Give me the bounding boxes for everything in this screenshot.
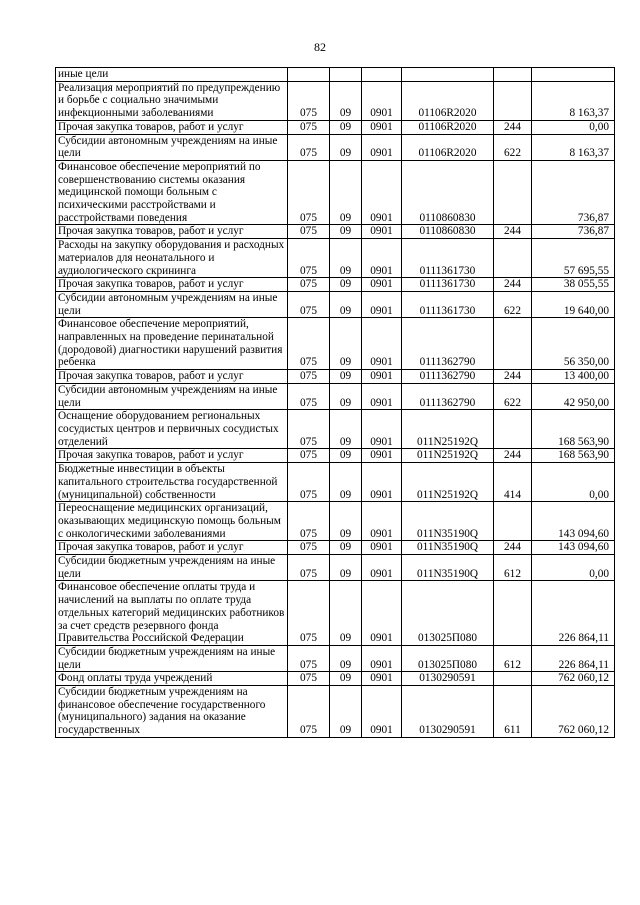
cell-pr: 0901 — [362, 541, 402, 555]
cell-sum: 38 055,55 — [532, 278, 615, 292]
table-row — [56, 410, 615, 449]
cell-pr: 0901 — [362, 318, 402, 370]
cell-ved — [288, 68, 330, 82]
cell-vr: 244 — [494, 541, 532, 555]
cell-csr: 013025П080 — [402, 645, 494, 671]
cell-ved: 075 — [288, 502, 330, 541]
cell-sum: 762 060,12 — [532, 686, 615, 738]
cell-vr — [494, 672, 532, 686]
cell-pr: 0901 — [362, 383, 402, 409]
cell-vr: 244 — [494, 120, 532, 134]
cell-csr: 0130290591 — [402, 672, 494, 686]
cell-name: Прочая закупка товаров, работ и услуг — [56, 278, 288, 292]
cell-name: Переоснащение медицинских организаций, оказывающих медицинскую помощь больным с онкологическими заболеваниями — [56, 502, 288, 541]
cell-ved: 075 — [288, 225, 330, 239]
cell-ved: 075 — [288, 449, 330, 463]
cell-rz: 09 — [330, 81, 362, 120]
cell-pr: 0901 — [362, 410, 402, 449]
cell-csr: 0130290591 — [402, 686, 494, 738]
cell-ved: 075 — [288, 555, 330, 581]
cell-pr: 0901 — [362, 278, 402, 292]
cell-name: Фонд оплаты труда учреждений — [56, 672, 288, 686]
cell-csr: 0110860830 — [402, 160, 494, 225]
cell-rz: 09 — [330, 278, 362, 292]
cell-ved: 075 — [288, 160, 330, 225]
cell-pr: 0901 — [362, 120, 402, 134]
cell-rz: 09 — [330, 449, 362, 463]
cell-ved: 075 — [288, 120, 330, 134]
cell-vr: 612 — [494, 645, 532, 671]
table-row — [56, 239, 615, 278]
cell-sum: 736,87 — [532, 160, 615, 225]
cell-pr: 0901 — [362, 81, 402, 120]
cell-name: Субсидии автономным учреждениям на иные цели — [56, 291, 288, 317]
cell-ved: 075 — [288, 581, 330, 646]
cell-name: иные цели — [56, 68, 288, 82]
cell-sum: 19 640,00 — [532, 291, 615, 317]
cell-sum: 226 864,11 — [532, 645, 615, 671]
cell-name: Прочая закупка товаров, работ и услуг — [56, 541, 288, 555]
table-row — [56, 555, 615, 581]
cell-sum: 13 400,00 — [532, 370, 615, 384]
cell-ved: 075 — [288, 318, 330, 370]
cell-rz — [330, 68, 362, 82]
cell-sum: 143 094,60 — [532, 502, 615, 541]
table-row — [56, 383, 615, 409]
cell-rz: 09 — [330, 410, 362, 449]
cell-vr: 244 — [494, 449, 532, 463]
cell-name: Субсидии бюджетным учреждениям на финансовое обеспечение государственного (муниципального) задания на оказание государственных — [56, 686, 288, 738]
table-body — [56, 68, 615, 738]
cell-csr: 013025П080 — [402, 581, 494, 646]
cell-pr: 0901 — [362, 225, 402, 239]
cell-pr: 0901 — [362, 645, 402, 671]
cell-csr: 0111362790 — [402, 383, 494, 409]
table-row — [56, 278, 615, 292]
cell-ved: 075 — [288, 239, 330, 278]
table-row — [56, 645, 615, 671]
cell-rz: 09 — [330, 134, 362, 160]
cell-name: Прочая закупка товаров, работ и услуг — [56, 370, 288, 384]
cell-vr — [494, 318, 532, 370]
cell-csr: 0110860830 — [402, 225, 494, 239]
cell-rz: 09 — [330, 541, 362, 555]
cell-rz: 09 — [330, 672, 362, 686]
cell-rz: 09 — [330, 555, 362, 581]
cell-pr: 0901 — [362, 555, 402, 581]
cell-ved: 075 — [288, 686, 330, 738]
cell-name: Субсидии автономным учреждениям на иные цели — [56, 383, 288, 409]
cell-name: Прочая закупка товаров, работ и услуг — [56, 449, 288, 463]
cell-sum: 56 350,00 — [532, 318, 615, 370]
cell-csr: 0111361730 — [402, 278, 494, 292]
cell-rz: 09 — [330, 463, 362, 502]
cell-pr: 0901 — [362, 239, 402, 278]
cell-ved: 075 — [288, 541, 330, 555]
table-row — [56, 160, 615, 225]
cell-ved: 075 — [288, 134, 330, 160]
cell-pr: 0901 — [362, 134, 402, 160]
cell-rz: 09 — [330, 383, 362, 409]
cell-rz: 09 — [330, 291, 362, 317]
cell-sum: 57 695,55 — [532, 239, 615, 278]
cell-csr: 01106R2020 — [402, 134, 494, 160]
cell-rz: 09 — [330, 686, 362, 738]
cell-sum: 8 163,37 — [532, 134, 615, 160]
cell-sum — [532, 68, 615, 82]
cell-pr: 0901 — [362, 672, 402, 686]
cell-vr — [494, 502, 532, 541]
cell-rz: 09 — [330, 160, 362, 225]
cell-name: Реализация мероприятий по предупреждению и борьбе с социально значимыми инфекционными заболеваниями — [56, 81, 288, 120]
cell-pr: 0901 — [362, 370, 402, 384]
cell-vr — [494, 160, 532, 225]
cell-sum: 0,00 — [532, 555, 615, 581]
cell-csr — [402, 68, 494, 82]
cell-ved: 075 — [288, 463, 330, 502]
table-row — [56, 449, 615, 463]
cell-csr: 0111361730 — [402, 291, 494, 317]
cell-vr: 622 — [494, 291, 532, 317]
cell-pr — [362, 68, 402, 82]
table-row — [56, 318, 615, 370]
cell-name: Финансовое обеспечение оплаты труда и начислений на выплаты по оплате труда отдельных категорий медицинских работников за счет средств резервного фонда Правительства Российской Федерации — [56, 581, 288, 646]
table-row — [56, 502, 615, 541]
cell-vr: 414 — [494, 463, 532, 502]
cell-pr: 0901 — [362, 502, 402, 541]
cell-pr: 0901 — [362, 291, 402, 317]
cell-csr: 01106R2020 — [402, 81, 494, 120]
cell-csr: 01106R2020 — [402, 120, 494, 134]
cell-vr: 244 — [494, 278, 532, 292]
cell-pr: 0901 — [362, 581, 402, 646]
table-row — [56, 120, 615, 134]
cell-vr — [494, 410, 532, 449]
cell-sum: 42 950,00 — [532, 383, 615, 409]
cell-vr: 622 — [494, 134, 532, 160]
cell-vr: 244 — [494, 225, 532, 239]
cell-rz: 09 — [330, 370, 362, 384]
table-row — [56, 68, 615, 82]
cell-vr — [494, 239, 532, 278]
cell-name: Бюджетные инвестиции в объекты капитального строительства государственной (муниципальной) собственности — [56, 463, 288, 502]
table-row — [56, 134, 615, 160]
cell-ved: 075 — [288, 383, 330, 409]
cell-vr — [494, 68, 532, 82]
cell-pr: 0901 — [362, 463, 402, 502]
cell-rz: 09 — [330, 120, 362, 134]
cell-name: Прочая закупка товаров, работ и услуг — [56, 120, 288, 134]
table-row — [56, 291, 615, 317]
cell-ved: 075 — [288, 291, 330, 317]
cell-sum: 143 094,60 — [532, 541, 615, 555]
cell-name: Финансовое обеспечение мероприятий по совершенствованию системы оказания медицинской помощи больным с психическими расстройствами и расстройствами поведения — [56, 160, 288, 225]
table-row — [56, 225, 615, 239]
cell-ved: 075 — [288, 672, 330, 686]
cell-name: Субсидии бюджетным учреждениям на иные цели — [56, 645, 288, 671]
cell-ved: 075 — [288, 410, 330, 449]
cell-vr: 244 — [494, 370, 532, 384]
cell-name: Расходы на закупку оборудования и расходных материалов для неонатального и аудиологического скрининга — [56, 239, 288, 278]
budget-table — [55, 67, 615, 738]
table-row — [56, 463, 615, 502]
cell-csr: 011N25192Q — [402, 449, 494, 463]
cell-rz: 09 — [330, 581, 362, 646]
page-number: 82 — [314, 40, 326, 54]
cell-vr: 611 — [494, 686, 532, 738]
cell-vr: 612 — [494, 555, 532, 581]
table-row — [56, 541, 615, 555]
cell-csr: 0111362790 — [402, 370, 494, 384]
cell-csr: 011N35190Q — [402, 555, 494, 581]
table-row — [56, 81, 615, 120]
cell-name: Финансовое обеспечение мероприятий, направленных на проведение перинатальной (дородовой) диагностики нарушений развития ребенка — [56, 318, 288, 370]
cell-sum: 736,87 — [532, 225, 615, 239]
cell-pr: 0901 — [362, 160, 402, 225]
table-row — [56, 672, 615, 686]
table-row — [56, 370, 615, 384]
cell-pr: 0901 — [362, 686, 402, 738]
cell-sum: 762 060,12 — [532, 672, 615, 686]
cell-sum: 0,00 — [532, 120, 615, 134]
cell-sum: 8 163,37 — [532, 81, 615, 120]
cell-sum: 168 563,90 — [532, 449, 615, 463]
cell-vr — [494, 81, 532, 120]
cell-vr — [494, 581, 532, 646]
cell-csr: 011N25192Q — [402, 410, 494, 449]
cell-rz: 09 — [330, 502, 362, 541]
cell-csr: 011N35190Q — [402, 541, 494, 555]
cell-name: Субсидии бюджетным учреждениям на иные цели — [56, 555, 288, 581]
cell-csr: 011N25192Q — [402, 463, 494, 502]
cell-ved: 075 — [288, 81, 330, 120]
cell-vr: 622 — [494, 383, 532, 409]
table-row — [56, 581, 615, 646]
cell-ved: 075 — [288, 645, 330, 671]
cell-csr: 011N35190Q — [402, 502, 494, 541]
table-row — [56, 686, 615, 738]
cell-csr: 0111361730 — [402, 239, 494, 278]
cell-rz: 09 — [330, 225, 362, 239]
cell-rz: 09 — [330, 239, 362, 278]
cell-name: Оснащение оборудованием региональных сосудистых центров и первичных сосудистых отделений — [56, 410, 288, 449]
cell-pr: 0901 — [362, 449, 402, 463]
cell-ved: 075 — [288, 278, 330, 292]
cell-csr: 0111362790 — [402, 318, 494, 370]
cell-rz: 09 — [330, 318, 362, 370]
cell-ved: 075 — [288, 370, 330, 384]
cell-sum: 226 864,11 — [532, 581, 615, 646]
cell-name: Субсидии автономным учреждениям на иные цели — [56, 134, 288, 160]
cell-sum: 168 563,90 — [532, 410, 615, 449]
cell-sum: 0,00 — [532, 463, 615, 502]
cell-name: Прочая закупка товаров, работ и услуг — [56, 225, 288, 239]
cell-rz: 09 — [330, 645, 362, 671]
